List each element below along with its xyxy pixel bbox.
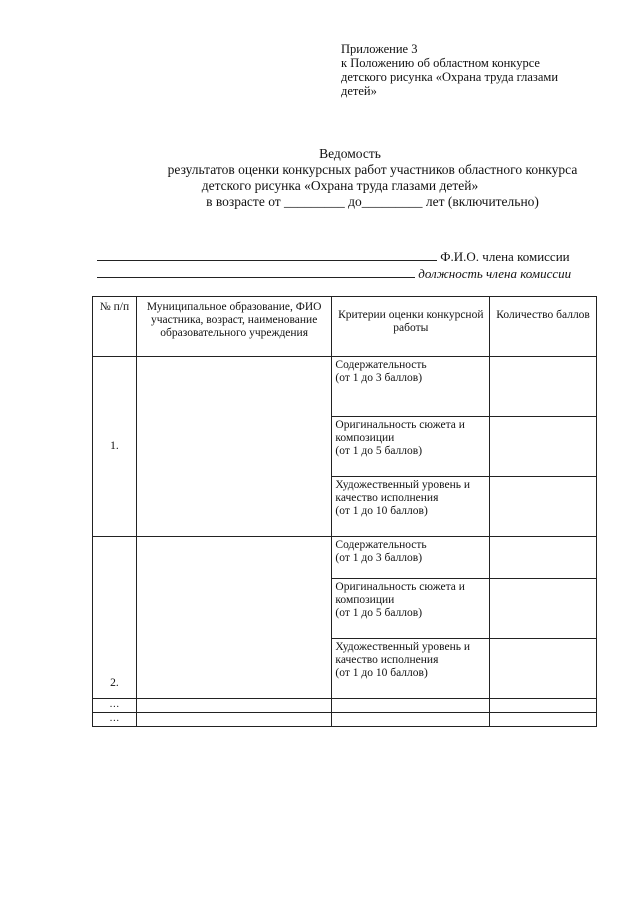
criterion-cell bbox=[332, 417, 490, 477]
criterion-cell bbox=[332, 639, 490, 699]
header-info: Муниципальное образование, ФИО участника, возраст, наименование образовательного учреждения bbox=[136, 297, 332, 357]
criterion-range: (от 1 до 5 баллов) bbox=[335, 607, 423, 619]
empty-cell bbox=[136, 713, 332, 727]
score-cell bbox=[490, 579, 597, 639]
criterion-name: Содержательность bbox=[335, 359, 427, 371]
empty-cell bbox=[490, 713, 597, 727]
criterion-range: (от 1 до 5 баллов) bbox=[335, 445, 423, 457]
empty-cell bbox=[490, 699, 597, 713]
criterion-name: Содержательность bbox=[335, 539, 427, 551]
criterion-cell bbox=[332, 579, 490, 639]
score-table bbox=[92, 296, 597, 727]
criterion-name: Оригинальность сюжета и композиции bbox=[335, 419, 465, 444]
table-row bbox=[93, 537, 597, 579]
table-row bbox=[93, 713, 597, 727]
blank-line bbox=[97, 265, 415, 278]
empty-cell bbox=[136, 699, 332, 713]
fio-signature-line bbox=[97, 248, 570, 265]
age-range-line: в возрасте от _________ до_________ лет (включительно) bbox=[206, 194, 539, 209]
criterion-range: (от 1 до 3 баллов) bbox=[335, 552, 423, 564]
ellipsis-cell: … bbox=[93, 713, 137, 727]
header-score: Количество баллов bbox=[490, 297, 597, 357]
score-cell bbox=[490, 477, 597, 537]
criterion-range: (от 1 до 10 баллов) bbox=[335, 667, 428, 679]
score-cell bbox=[490, 537, 597, 579]
participant-info-cell bbox=[136, 357, 332, 537]
appendix-line: к Положению об областном конкурсе bbox=[341, 56, 540, 70]
table-row bbox=[93, 699, 597, 713]
score-cell bbox=[490, 417, 597, 477]
appendix-note bbox=[341, 42, 611, 98]
title-heading: Ведомость bbox=[319, 146, 381, 161]
score-cell bbox=[490, 357, 597, 417]
title-line: результатов оценки конкурсных работ участников областного конкурса bbox=[167, 162, 578, 177]
position-label: должность члена комиссии bbox=[418, 266, 572, 281]
appendix-line: детей» bbox=[341, 84, 377, 98]
criterion-range: (от 1 до 3 баллов) bbox=[335, 372, 423, 384]
fio-label: Ф.И.О. члена комиссии bbox=[440, 249, 570, 264]
row-number: 1. bbox=[93, 357, 137, 537]
header-num: № п/п bbox=[93, 297, 137, 357]
empty-cell bbox=[332, 713, 490, 727]
header-criteria: Критерии оценки конкурсной работы bbox=[332, 297, 490, 357]
blank-line bbox=[97, 248, 437, 261]
criterion-cell bbox=[332, 357, 490, 417]
criterion-name: Художественный уровень и качество исполнения bbox=[335, 641, 471, 666]
empty-cell bbox=[332, 699, 490, 713]
criterion-range: (от 1 до 10 баллов) bbox=[335, 505, 428, 517]
table-header-row bbox=[93, 297, 597, 357]
document-title bbox=[0, 146, 640, 210]
criterion-cell bbox=[332, 477, 490, 537]
score-cell bbox=[490, 639, 597, 699]
position-signature-line bbox=[97, 265, 571, 282]
appendix-line: детского рисунка «Охрана труда глазами bbox=[341, 70, 559, 84]
criterion-name: Оригинальность сюжета и композиции bbox=[335, 581, 465, 606]
participant-info-cell bbox=[136, 537, 332, 699]
row-number: 2. bbox=[93, 537, 137, 699]
table-row bbox=[93, 357, 597, 417]
ellipsis-cell: … bbox=[93, 699, 137, 713]
appendix-line: Приложение 3 bbox=[341, 42, 418, 56]
title-line: детского рисунка «Охрана труда глазами детей» bbox=[201, 178, 479, 193]
criterion-cell bbox=[332, 537, 490, 579]
criterion-name: Художественный уровень и качество исполнения bbox=[335, 479, 471, 504]
